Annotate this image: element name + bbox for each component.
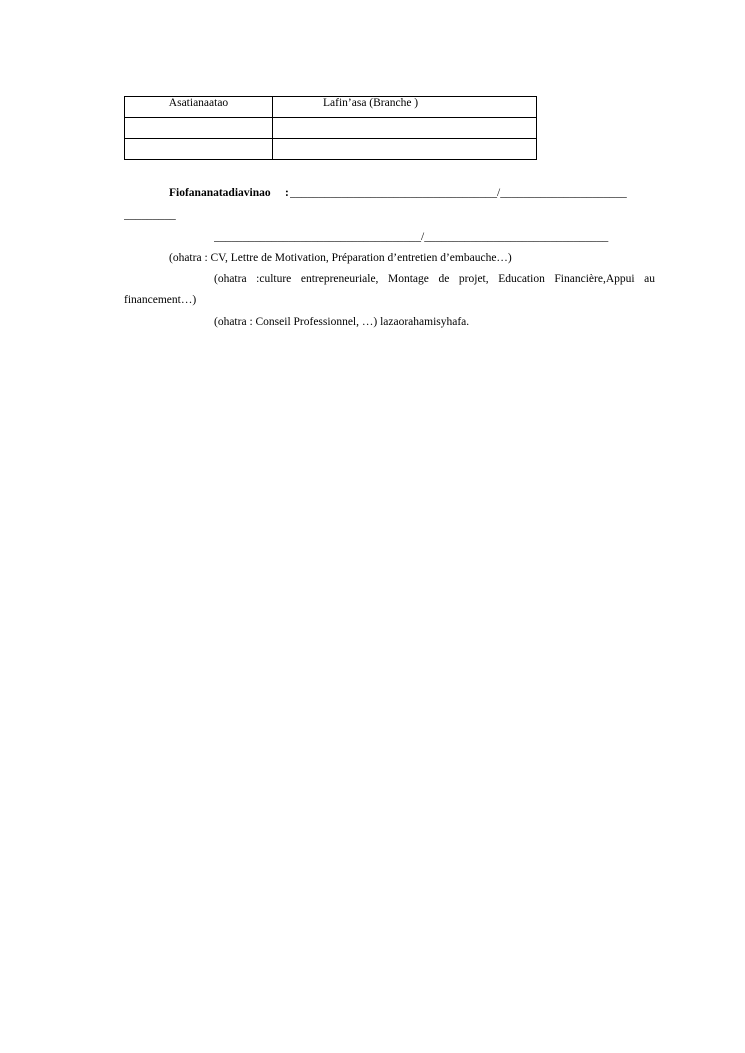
table-row [125, 118, 537, 139]
example-word: (ohatra [214, 273, 247, 285]
training-blank-line-2[interactable]: ____________________________________/________________________________ [214, 231, 609, 243]
example-word: :culture [256, 273, 292, 285]
table-row [125, 139, 537, 160]
table-cell[interactable] [273, 118, 537, 139]
table-cell[interactable] [125, 139, 273, 160]
training-blank-line[interactable]: ____________________________________/______________________ [290, 187, 627, 199]
example-text-2 [214, 272, 655, 286]
table-cell[interactable] [125, 118, 273, 139]
example-word: Montage [388, 273, 429, 285]
example-word: Education [498, 273, 545, 285]
training-label: Fiofananatadiavinao [169, 187, 271, 199]
training-blank-continuation[interactable]: _________ [124, 209, 176, 221]
table-header-row [125, 97, 537, 118]
example-word: au [644, 273, 656, 285]
example-word: de [438, 273, 450, 285]
branch-table [124, 96, 537, 160]
example-word: Financière,Appui [554, 273, 635, 285]
table-header-cell: Asatianaatao [125, 97, 273, 118]
example-word: projet, [458, 273, 489, 285]
example-word: entrepreneuriale, [300, 273, 379, 285]
table-cell[interactable] [273, 139, 537, 160]
example-text-1: (ohatra : CV, Lettre de Motivation, Préparation d’entretien d’embauche…) [169, 252, 512, 264]
example-text-3: (ohatra : Conseil Professionnel, …) lazaorahamisyhafa. [214, 316, 470, 328]
example-text-2-continuation: financement…) [124, 294, 197, 306]
table-header-cell: Lafin’asa (Branche ) [273, 97, 537, 118]
training-colon: : [285, 187, 289, 199]
